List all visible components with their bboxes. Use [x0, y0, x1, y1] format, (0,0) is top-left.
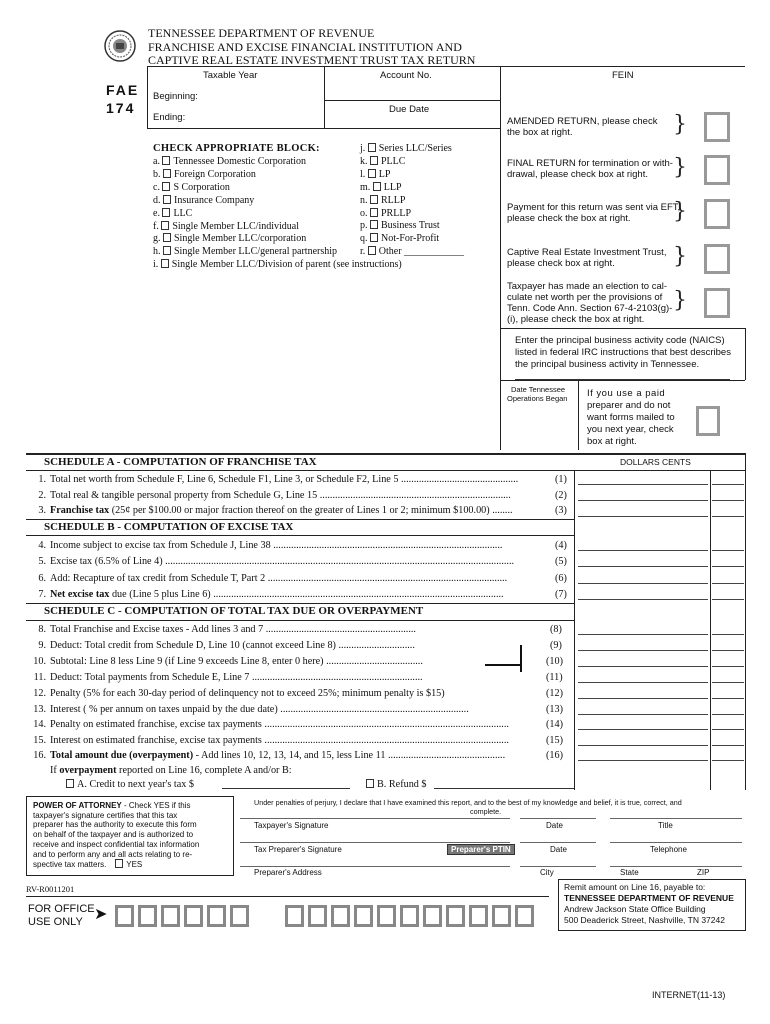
- line-2-row: 2. Total real & tangible personal property from Schedule G, Line 15 ...........................................................................: [38, 490, 511, 501]
- line-15-amount-field[interactable]: [578, 745, 708, 746]
- refund-label: B. Refund $: [366, 779, 427, 790]
- arrow-right-icon: ➤: [94, 904, 108, 923]
- office-use-box: [492, 905, 511, 927]
- line-11-amount-field[interactable]: [578, 682, 708, 683]
- line-4-row: 4. Income subject to excise tax from Schedule J, Line 38 ..........................................................................................: [38, 540, 503, 551]
- credit-next-year-label: A. Credit to next year's tax $: [66, 779, 194, 790]
- office-use-box: [354, 905, 373, 927]
- fein-label: FEIN: [612, 70, 634, 81]
- brace-icon: }: [673, 244, 687, 269]
- checkbox[interactable]: [373, 182, 381, 191]
- line-9-amount-field[interactable]: [578, 650, 708, 651]
- line-3-amount-field[interactable]: [578, 516, 708, 517]
- line-16-cents-field[interactable]: [712, 760, 744, 761]
- entity-option-i[interactable]: i. Single Member LLC/Division of parent (see instructions): [153, 259, 402, 271]
- taxpayer-signature-field[interactable]: [240, 808, 510, 818]
- line-4-cents-field[interactable]: [712, 550, 744, 551]
- refund-checkbox[interactable]: [366, 779, 374, 788]
- checkbox[interactable]: [163, 233, 171, 242]
- form-number: 174: [106, 100, 136, 116]
- line-1-cents-field[interactable]: [712, 484, 744, 485]
- office-use-box: [423, 905, 442, 927]
- line-2-amount-field[interactable]: [578, 500, 708, 501]
- checkbox[interactable]: [370, 156, 378, 165]
- line-9-cents-field[interactable]: [712, 650, 744, 651]
- line-9-row: 9. Deduct: Total credit from Schedule D, Line 10 (cannot exceed Line 8) ..............................: [38, 640, 415, 651]
- entity-option-q[interactable]: q. Not-For-Profit: [360, 233, 440, 245]
- line-6-cents-field[interactable]: [712, 583, 744, 584]
- entity-option-n[interactable]: n. RLLP: [360, 194, 406, 206]
- line-6-row: 6. Add: Recapture of tax credit from Schedule T, Part 2 ..............................................................................................: [38, 573, 508, 584]
- form-code: FAE: [106, 82, 140, 98]
- entity-option-o[interactable]: o. PRLLP: [360, 207, 412, 219]
- line-14-row: 14. Penalty on estimated franchise, excise tax payments ................................................................................................: [33, 719, 509, 730]
- line-1-amount-field[interactable]: [578, 484, 708, 485]
- credit-checkbox[interactable]: [66, 779, 74, 788]
- taxable-year-label: Taxable Year: [203, 70, 258, 81]
- line-14-cents-field[interactable]: [712, 729, 744, 730]
- line-15-row: 15. Interest on estimated franchise, excise tax payments ................................................................................................: [33, 735, 509, 746]
- ending-label: Ending:: [153, 112, 186, 123]
- office-use-box: [115, 905, 134, 927]
- line-3-row: 3. Franchise tax (25¢ per $100.00 or major fraction thereof on the greater of Lines 1 or 2; minimum $100.00) ........: [38, 505, 513, 516]
- power-of-attorney-text: POWER OF ATTORNEY - Check YES if this taxpayer's signature certifies that this tax preparer has the authority to execute this form on behalf of the taxpayer and is authorized to receive and inspect confidential tax information and to perform any and all acts relating to re- spective tax matters. YES: [33, 801, 200, 870]
- brace-icon: }: [673, 155, 687, 180]
- checkbox[interactable]: [161, 221, 169, 230]
- internet-version: INTERNET(11-13): [652, 990, 726, 1000]
- final-return-checkbox[interactable]: [704, 155, 730, 185]
- entity-option-k[interactable]: k. PLLC: [360, 155, 406, 167]
- line-8-row: 8. Total Franchise and Excise taxes - Add lines 3 and 7 ...........................................................: [38, 624, 416, 635]
- checkbox[interactable]: [370, 220, 378, 229]
- form-title-line-1: FRANCHISE AND EXCISE FINANCIAL INSTITUTION AND: [148, 40, 462, 54]
- account-no-field[interactable]: [328, 82, 496, 98]
- eft-payment-text: Payment for this return was sent via EFT,: [507, 202, 681, 213]
- line-12-amount-field[interactable]: [578, 698, 708, 699]
- office-use-box: [400, 905, 419, 927]
- line-1-row: 1. Total net worth from Schedule F, Line 6, Schedule F1, Line 3, or Schedule F2, Line 5 ..............................................: [38, 474, 519, 485]
- line-8-cents-field[interactable]: [712, 634, 744, 635]
- state-seal-icon: [104, 30, 136, 62]
- entity-option-d[interactable]: d. Insurance Company: [153, 194, 255, 206]
- entity-option-p[interactable]: p. Business Trust: [360, 220, 440, 232]
- checkbox[interactable]: [163, 169, 171, 178]
- line-7-amount-field[interactable]: [578, 599, 708, 600]
- office-use-box: [308, 905, 327, 927]
- line-10-cents-field[interactable]: [712, 666, 744, 667]
- line-13-row: 13. Interest ( % per annum on taxes unpaid by the due date) ..........................................................................: [33, 704, 469, 715]
- line-5-row: 5. Excise tax (6.5% of Line 4) .........................................................................................................................................: [38, 556, 515, 567]
- checkbox[interactable]: [163, 246, 171, 255]
- paid-preparer-text: If you use a paid: [587, 388, 666, 399]
- ending-field[interactable]: [210, 109, 320, 125]
- entity-option-j[interactable]: j. Series LLC/Series: [360, 143, 452, 154]
- eft-payment-checkbox[interactable]: [704, 199, 730, 229]
- line-5-cents-field[interactable]: [712, 566, 744, 567]
- line-10-row: 10. Subtotal: Line 8 less Line 9 (if Line 9 exceeds Line 8, enter 0 here) ......................................: [33, 656, 423, 667]
- line-15-cents-field[interactable]: [712, 745, 744, 746]
- naics-instruction: Enter the principal business activity code (NAICS): [515, 335, 725, 346]
- line-7-cents-field[interactable]: [712, 599, 744, 600]
- form-id: RV-R0011201: [26, 884, 75, 894]
- line-11-row: 11. Deduct: Total payments from Schedule E, Line 7 ...................................................................: [33, 672, 423, 683]
- bracket-arrow-icon: [485, 643, 525, 673]
- line-13-amount-field[interactable]: [578, 714, 708, 715]
- line-12-row: 12. Penalty (5% for each 30-day period of delinquency not to exceed 25%; minimum penalty is $15): [33, 688, 445, 699]
- checkbox[interactable]: [368, 143, 376, 152]
- office-use-box: [138, 905, 157, 927]
- checkbox[interactable]: [162, 156, 170, 165]
- line-6-amount-field[interactable]: [578, 583, 708, 584]
- entity-option-r[interactable]: r. Other ____________: [360, 246, 465, 258]
- office-use-box: [285, 905, 304, 927]
- entity-option-g[interactable]: g. Single Member LLC/corporation: [153, 233, 307, 245]
- office-use-box: [446, 905, 465, 927]
- office-use-box: [469, 905, 488, 927]
- header-rule: [147, 66, 745, 67]
- overpayment-instruction: If overpayment reported on Line 16, complete A and/or B:: [50, 765, 292, 776]
- checkbox[interactable]: [162, 182, 170, 191]
- line-16-row: 16. Total amount due (overpayment) - Add lines 10, 12, 13, 14, and 15, less Line 11 ..............................................: [33, 750, 506, 761]
- line-4-amount-field[interactable]: [578, 550, 708, 551]
- checkbox[interactable]: [161, 259, 169, 268]
- checkbox[interactable]: [163, 195, 171, 204]
- line-11-cents-field[interactable]: [712, 682, 744, 683]
- dollars-cents-label: DOLLARS CENTS: [620, 457, 691, 467]
- beginning-field[interactable]: [210, 88, 320, 104]
- final-return-text: FINAL RETURN for termination or with-: [507, 158, 673, 169]
- office-use-box: [377, 905, 396, 927]
- form-title-line-2: CAPTIVE REAL ESTATE INVESTMENT TRUST TAX RETURN: [148, 53, 476, 67]
- entity-option-c[interactable]: c. S Corporation: [153, 181, 230, 193]
- operations-began-field[interactable]: [503, 406, 575, 446]
- line-5-amount-field[interactable]: [578, 566, 708, 567]
- net-worth-election-text: Taxpayer has made an election to cal-: [507, 281, 668, 292]
- line-12-cents-field[interactable]: [712, 698, 744, 699]
- office-use-box: [161, 905, 180, 927]
- schedule-c-heading: SCHEDULE C - COMPUTATION OF TOTAL TAX DUE OR OVERPAYMENT: [44, 605, 424, 617]
- account-no-label: Account No.: [380, 70, 432, 81]
- brace-icon: }: [673, 288, 687, 313]
- entity-option-m[interactable]: m. LLP: [360, 181, 402, 193]
- schedule-a-heading: SCHEDULE A - COMPUTATION OF FRANCHISE TAX: [44, 456, 317, 468]
- line-10-amount-field[interactable]: [578, 666, 708, 667]
- beginning-label: Beginning:: [153, 91, 198, 102]
- entity-option-l[interactable]: l. LP: [360, 168, 391, 180]
- operations-began-label: Date Tennessee: [511, 385, 566, 394]
- entity-options-right: [360, 143, 464, 259]
- preparer-signature-field[interactable]: [240, 832, 440, 842]
- for-office-use-label: FOR OFFICE: [28, 903, 95, 915]
- agency-name: TENNESSEE DEPARTMENT OF REVENUE: [148, 26, 375, 40]
- entity-option-h[interactable]: h. Single Member LLC/general partnership: [153, 246, 338, 258]
- schedule-b-heading: SCHEDULE B - COMPUTATION OF EXCISE TAX: [44, 521, 294, 533]
- poa-yes-checkbox[interactable]: [115, 859, 123, 868]
- line-2-cents-field[interactable]: [712, 500, 744, 501]
- checkbox[interactable]: [162, 208, 170, 217]
- remit-instructions: Remit amount on Line 16, payable to: TENNESSEE DEPARTMENT OF REVENUE Andrew Jackson State Office Building 500 Deaderick Street, Nashville, TN 37242: [558, 879, 746, 931]
- credit-amount-field[interactable]: [222, 788, 350, 789]
- entity-option-e[interactable]: e. LLC: [153, 207, 193, 219]
- captive-reit-checkbox[interactable]: [704, 244, 730, 274]
- checkbox[interactable]: [370, 233, 378, 242]
- paid-preparer-checkbox[interactable]: [696, 406, 720, 436]
- perjury-statement: Under penalties of perjury, I declare that I have examined this report, and to the best of my knowledge and belief, it is true, correct, and: [254, 798, 682, 807]
- line-13-cents-field[interactable]: [712, 714, 744, 715]
- entity-option-a[interactable]: a. Tennessee Domestic Corporation: [153, 156, 307, 167]
- line-14-amount-field[interactable]: [578, 729, 708, 730]
- fein-field[interactable]: [504, 82, 744, 104]
- checkbox[interactable]: [368, 169, 376, 178]
- checkbox[interactable]: [370, 208, 378, 217]
- brace-icon: }: [673, 199, 687, 224]
- office-use-box: [515, 905, 534, 927]
- line-7-row: 7. Net excise tax due (Line 5 plus Line 6) ..................................................................................................................: [38, 589, 504, 600]
- office-use-box: [230, 905, 249, 927]
- amended-return-text: AMENDED RETURN, please check: [507, 116, 658, 127]
- line-16-amount-field[interactable]: [578, 760, 708, 761]
- net-worth-election-checkbox[interactable]: [704, 288, 730, 318]
- amended-return-checkbox[interactable]: [704, 112, 730, 142]
- entity-option-f[interactable]: f. Single Member LLC/individual: [153, 220, 299, 232]
- line-3-cents-field[interactable]: [712, 516, 744, 517]
- entity-option-b[interactable]: b. Foreign Corporation: [153, 168, 256, 180]
- preparer-address-field[interactable]: [240, 856, 510, 866]
- refund-amount-field[interactable]: [434, 788, 574, 789]
- office-use-box: [184, 905, 203, 927]
- office-use-box: [331, 905, 350, 927]
- preparer-ptin-label: Preparer's PTIN: [447, 844, 515, 855]
- line-8-amount-field[interactable]: [578, 634, 708, 635]
- entity-block-heading: CHECK APPROPRIATE BLOCK:: [153, 143, 320, 154]
- captive-reit-text: Captive Real Estate Investment Trust,: [507, 247, 667, 258]
- due-date-label: Due Date: [389, 104, 430, 115]
- brace-icon: }: [673, 112, 687, 137]
- checkbox[interactable]: [368, 246, 376, 255]
- checkbox[interactable]: [370, 195, 378, 204]
- naics-code-field[interactable]: [515, 370, 730, 380]
- office-use-box: [207, 905, 226, 927]
